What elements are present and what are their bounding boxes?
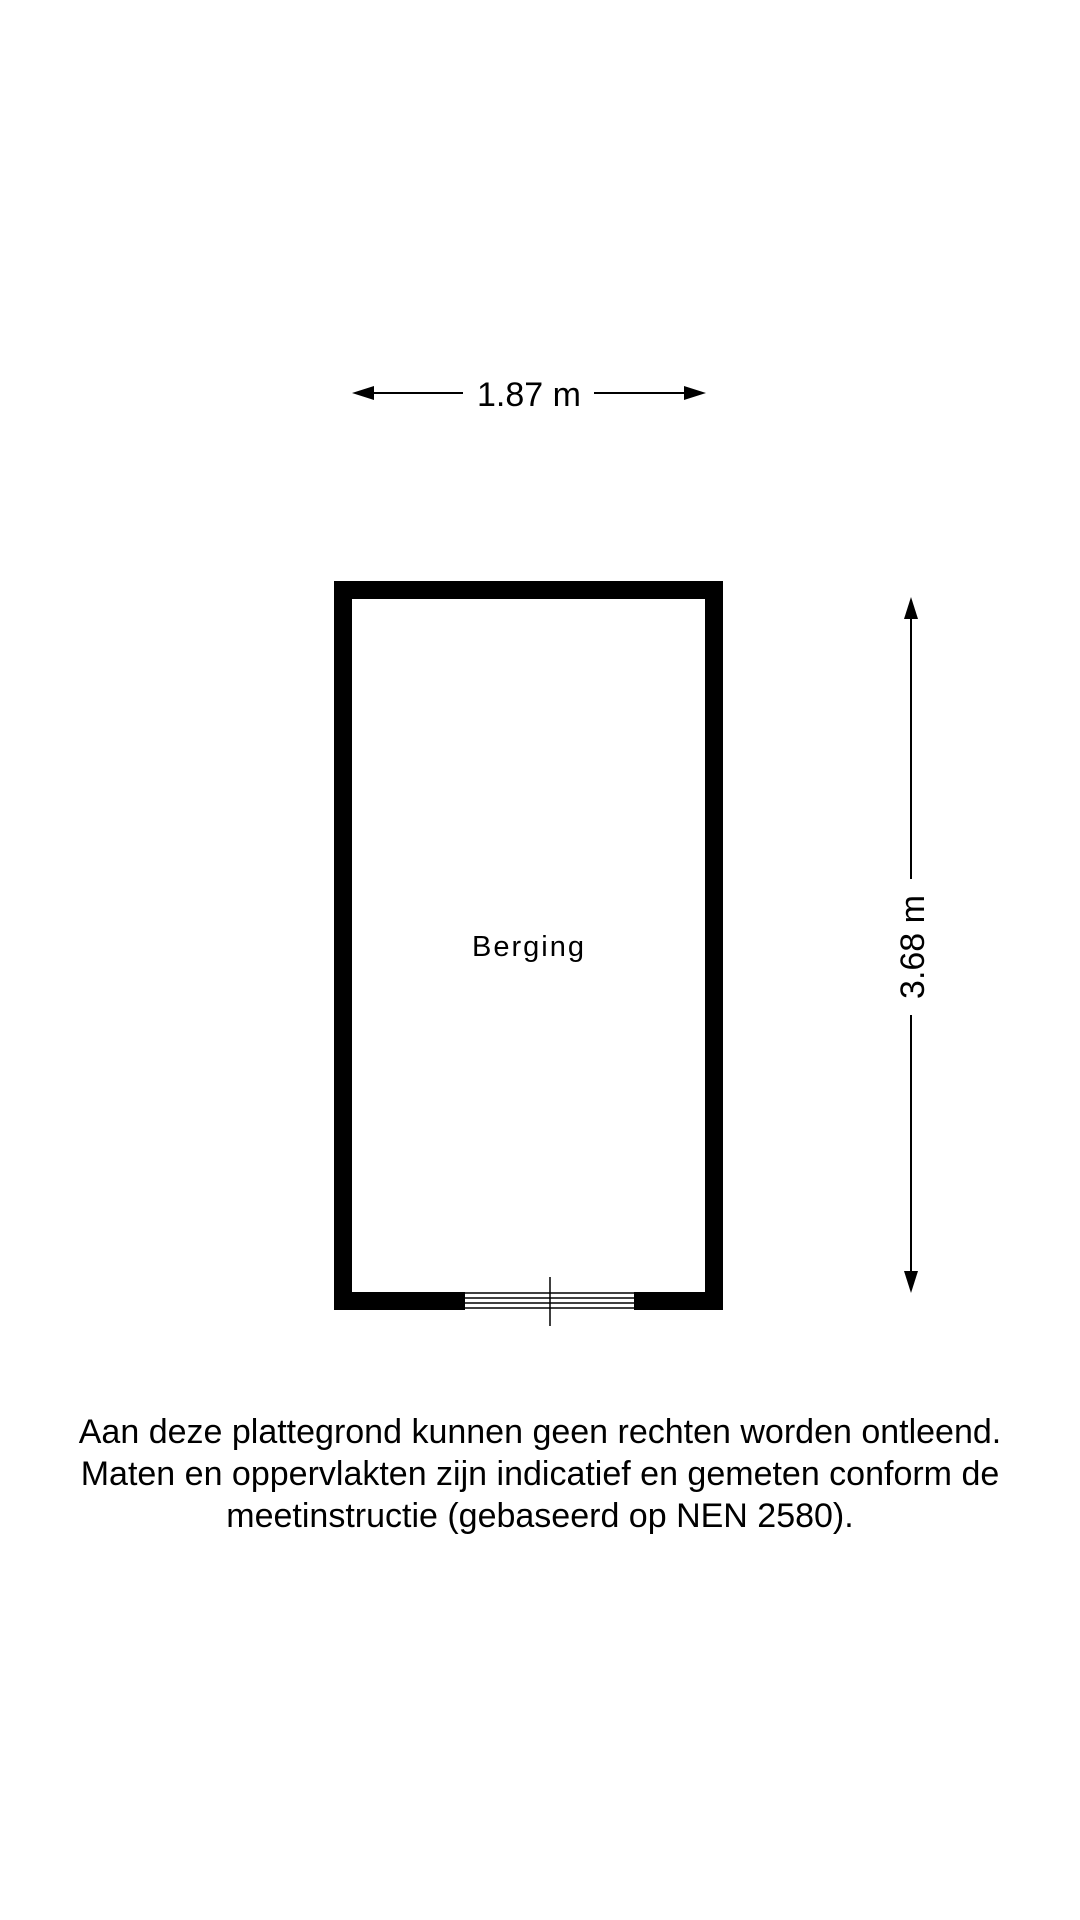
width-dimension-label: 1.87 m xyxy=(477,376,581,414)
room-label: Berging xyxy=(472,931,586,963)
wall-right xyxy=(705,581,723,1310)
arrow-up-icon xyxy=(904,597,918,619)
wall-top xyxy=(334,581,723,599)
disclaimer-line: meetinstructie (gebaseerd op NEN 2580). xyxy=(226,1497,854,1535)
height-dimension xyxy=(894,597,932,1293)
wall-bottom-left xyxy=(334,1292,465,1310)
arrow-right-icon xyxy=(684,386,706,400)
wall-left xyxy=(334,581,352,1310)
disclaimer-line: Aan deze plattegrond kunnen geen rechten worden ontleend. xyxy=(78,1413,1002,1451)
disclaimer-line: Maten en oppervlakten zijn indicatief en gemeten conform de xyxy=(80,1455,1000,1493)
arrow-down-icon xyxy=(904,1271,918,1293)
width-dimension xyxy=(352,376,706,414)
arrow-left-icon xyxy=(352,386,374,400)
door-opening xyxy=(465,1277,634,1326)
disclaimer xyxy=(0,1411,1080,1537)
height-dimension-label: 3.68 m xyxy=(894,895,932,999)
wall-bottom-right xyxy=(634,1292,723,1310)
